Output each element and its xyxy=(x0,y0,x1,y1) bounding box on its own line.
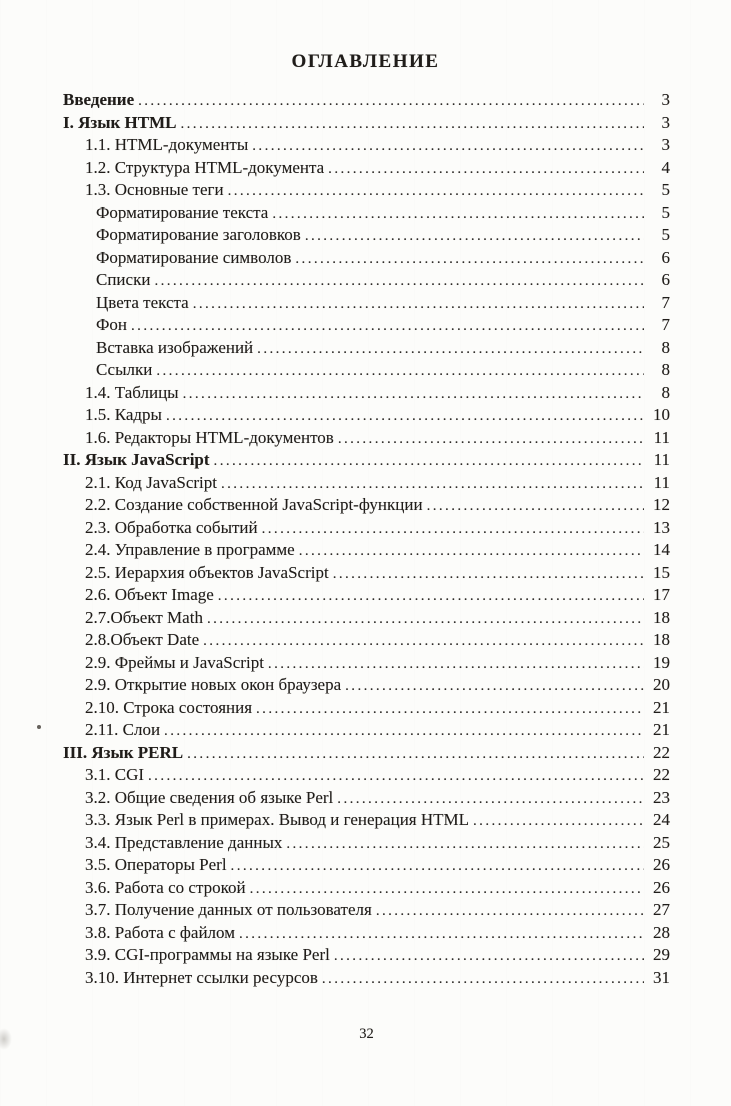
dot-leader xyxy=(181,112,645,136)
dot-leader xyxy=(334,944,644,968)
toc-entry-label: II. Язык JavaScript xyxy=(63,450,210,469)
toc-entry-label: 2.4. Управление в программе xyxy=(85,540,295,559)
toc-entry-page: 4 xyxy=(661,157,670,177)
dot-leader xyxy=(214,449,644,473)
toc-entry-label: 1.3. Основные теги xyxy=(85,180,224,199)
toc-entry xyxy=(63,967,670,990)
toc-entry-label: 3.4. Представление данных xyxy=(85,832,283,852)
toc-list xyxy=(0,89,731,989)
page-number: 32 xyxy=(359,1026,374,1042)
toc-entry-label: 2.8.Объект Date xyxy=(85,630,200,649)
dot-leader xyxy=(333,562,644,586)
dot-leader xyxy=(299,539,644,563)
dot-leader xyxy=(148,764,644,788)
dot-leader xyxy=(138,89,644,113)
toc-entry-page: 18 xyxy=(653,607,670,627)
toc-entry xyxy=(63,202,670,225)
dot-leader xyxy=(187,742,644,766)
dot-leader xyxy=(250,877,644,901)
toc-entry xyxy=(63,179,670,202)
toc-entry-page: 3 xyxy=(661,135,670,154)
toc-entry-label: Цвета текста xyxy=(96,292,189,312)
toc-entry xyxy=(63,854,670,877)
toc-entry xyxy=(63,269,670,292)
toc-entry-label: 3.2. Общие сведения об языке Perl xyxy=(85,787,334,807)
toc-entry-page: 6 xyxy=(661,270,670,289)
toc-entry xyxy=(63,224,670,247)
toc-entry-page: 23 xyxy=(653,787,670,807)
toc-entry-label: 3.7. Получение данных от пользователя xyxy=(85,900,372,919)
toc-entry xyxy=(63,359,670,382)
toc-entry-label: Фон xyxy=(96,315,128,334)
toc-entry xyxy=(63,337,670,360)
dot-leader xyxy=(203,629,644,653)
toc-entry-page: 11 xyxy=(653,450,670,469)
dot-leader xyxy=(207,607,644,631)
dot-leader xyxy=(154,269,644,293)
toc-entry-page: 11 xyxy=(653,427,670,447)
toc-entry-label: 1.5. Кадры xyxy=(85,405,162,424)
toc-entry-label: 2.11. Слои xyxy=(85,720,161,739)
toc-entry-page: 8 xyxy=(661,382,670,402)
dot-leader xyxy=(257,337,644,361)
toc-entry-label: 2.7.Объект Math xyxy=(85,607,203,627)
toc-entry-label: 2.10. Строка состояния xyxy=(85,697,253,717)
dot-leader xyxy=(295,247,644,271)
toc-entry-page: 13 xyxy=(653,517,670,537)
dot-leader xyxy=(166,404,644,428)
toc-entry-label: Форматирование заголовков xyxy=(96,225,301,244)
toc-entry xyxy=(63,719,670,742)
scan-artifact-smudge xyxy=(0,1028,12,1050)
dot-leader xyxy=(286,832,644,856)
toc-entry-page: 28 xyxy=(653,922,670,942)
toc-entry-page: 7 xyxy=(661,315,670,334)
toc-entry xyxy=(63,697,670,720)
toc-entry xyxy=(63,652,670,675)
toc-entry xyxy=(63,404,670,427)
toc-entry-label: 3.10. Интернет ссылки ресурсов xyxy=(85,967,318,987)
dot-leader xyxy=(427,494,644,518)
toc-entry xyxy=(63,292,670,315)
toc-entry xyxy=(63,832,670,855)
toc-entry-page: 17 xyxy=(653,585,670,604)
dot-leader xyxy=(272,202,644,226)
toc-entry-label: Ссылки xyxy=(96,360,153,379)
toc-entry xyxy=(63,944,670,967)
toc-entry xyxy=(63,427,670,450)
dot-leader xyxy=(322,967,644,991)
dot-leader xyxy=(131,314,644,338)
toc-entry xyxy=(63,584,670,607)
dot-leader xyxy=(305,224,644,248)
toc-entry-page: 19 xyxy=(653,652,670,672)
toc-entry-page: 3 xyxy=(661,112,670,132)
toc-entry-page: 18 xyxy=(653,630,670,649)
toc-entry-page: 26 xyxy=(653,877,670,897)
dot-leader xyxy=(473,809,644,833)
toc-entry-label: 2.5. Иерархия объектов JavaScript xyxy=(85,562,329,582)
toc-entry-page: 3 xyxy=(661,90,670,109)
dot-leader xyxy=(156,359,644,383)
toc-entry xyxy=(63,449,670,472)
dot-leader xyxy=(338,427,644,451)
toc-entry xyxy=(63,562,670,585)
toc-entry xyxy=(63,494,670,517)
dot-leader xyxy=(376,899,644,923)
toc-entry-label: 1.2. Структура HTML-документа xyxy=(85,157,325,177)
toc-entry-label: 2.2. Создание собственной JavaScript-функции xyxy=(85,495,423,514)
toc-entry xyxy=(63,247,670,270)
dot-leader xyxy=(239,922,644,946)
toc-entry-label: 2.9. Фреймы и JavaScript xyxy=(85,652,264,672)
toc-entry-label: 3.6. Работа со строкой xyxy=(85,877,246,897)
toc-entry-page: 12 xyxy=(653,495,670,514)
dot-leader xyxy=(262,517,644,541)
toc-entry-page: 20 xyxy=(653,675,670,694)
toc-entry xyxy=(63,314,670,337)
toc-entry xyxy=(63,134,670,157)
toc-entry-page: 15 xyxy=(653,562,670,582)
toc-entry-page: 6 xyxy=(661,247,670,267)
toc-entry-page: 14 xyxy=(653,540,670,559)
toc-entry-page: 5 xyxy=(661,202,670,222)
toc-entry xyxy=(63,809,670,832)
toc-entry xyxy=(63,899,670,922)
toc-entry xyxy=(63,89,670,112)
toc-entry-label: Списки xyxy=(96,270,151,289)
toc-entry-page: 22 xyxy=(653,742,670,762)
toc-entry-label: Введение xyxy=(63,90,135,109)
toc-entry-page: 27 xyxy=(653,900,670,919)
toc-entry xyxy=(63,742,670,765)
toc-entry-page: 26 xyxy=(653,855,670,874)
toc-entry-page: 25 xyxy=(653,832,670,852)
toc-entry-label: 3.9. CGI-программы на языке Perl xyxy=(85,945,330,964)
toc-entry-label: Вставка изображений xyxy=(96,337,254,357)
toc-entry-label: 1.6. Редакторы HTML-документов xyxy=(85,427,334,447)
toc-entry xyxy=(63,674,670,697)
toc-entry xyxy=(63,157,670,180)
dot-leader xyxy=(252,134,644,158)
toc-entry-page: 8 xyxy=(661,360,670,379)
toc-entry-page: 29 xyxy=(653,945,670,964)
toc-entry-page: 24 xyxy=(653,810,670,829)
toc-entry-label: 2.3. Обработка событий xyxy=(85,517,258,537)
toc-entry-label: 2.9. Открытие новых окон браузера xyxy=(85,675,342,694)
toc-entry xyxy=(63,382,670,405)
toc-entry-label: Форматирование символов xyxy=(96,247,292,267)
toc-entry-label: 2.6. Объект Image xyxy=(85,585,214,604)
toc-entry-label: 2.1. Код JavaScript xyxy=(85,472,217,492)
dot-leader xyxy=(231,854,644,878)
dot-leader xyxy=(218,584,644,608)
toc-entry-page: 21 xyxy=(653,697,670,717)
toc-entry-page: 10 xyxy=(653,405,670,424)
toc-entry-page: 5 xyxy=(661,225,670,244)
toc-entry-label: III. Язык PERL xyxy=(63,742,184,762)
page-title: ОГЛАВЛЕНИЕ xyxy=(291,51,440,72)
toc-entry-page: 5 xyxy=(661,180,670,199)
dot-leader xyxy=(337,787,644,811)
toc-entry-label: 3.3. Язык Perl в примерах. Вывод и генерация HTML xyxy=(85,810,470,829)
toc-entry-label: 3.1. CGI xyxy=(85,765,145,784)
dot-leader xyxy=(268,652,644,676)
toc-entry xyxy=(63,877,670,900)
toc-entry-page: 22 xyxy=(653,765,670,784)
toc-entry xyxy=(63,629,670,652)
dot-leader xyxy=(256,697,644,721)
toc-entry xyxy=(63,517,670,540)
dot-leader xyxy=(228,179,644,203)
toc-entry-label: I. Язык HTML xyxy=(63,112,177,132)
toc-entry-label: 1.1. HTML-документы xyxy=(85,135,249,154)
toc-entry-label: Форматирование текста xyxy=(96,202,269,222)
toc-entry-page: 7 xyxy=(661,292,670,312)
toc-entry-label: 1.4. Таблицы xyxy=(85,382,179,402)
toc-entry xyxy=(63,472,670,495)
toc-entry-page: 11 xyxy=(653,472,670,492)
toc-entry xyxy=(63,764,670,787)
dot-leader xyxy=(164,719,644,743)
scan-artifact-dot xyxy=(37,725,41,729)
toc-entry-label: 3.5. Операторы Perl xyxy=(85,855,227,874)
toc-entry-label: 3.8. Работа с файлом xyxy=(85,922,235,942)
dot-leader xyxy=(193,292,644,316)
toc-entry xyxy=(63,922,670,945)
dot-leader xyxy=(345,674,644,698)
dot-leader xyxy=(328,157,644,181)
toc-entry xyxy=(63,539,670,562)
dot-leader xyxy=(183,382,644,406)
toc-entry xyxy=(63,787,670,810)
toc-entry xyxy=(63,607,670,630)
toc-entry-page: 8 xyxy=(661,337,670,357)
toc-entry-page: 21 xyxy=(653,720,670,739)
toc-entry-page: 31 xyxy=(653,967,670,987)
dot-leader xyxy=(221,472,644,496)
toc-entry xyxy=(63,112,670,135)
